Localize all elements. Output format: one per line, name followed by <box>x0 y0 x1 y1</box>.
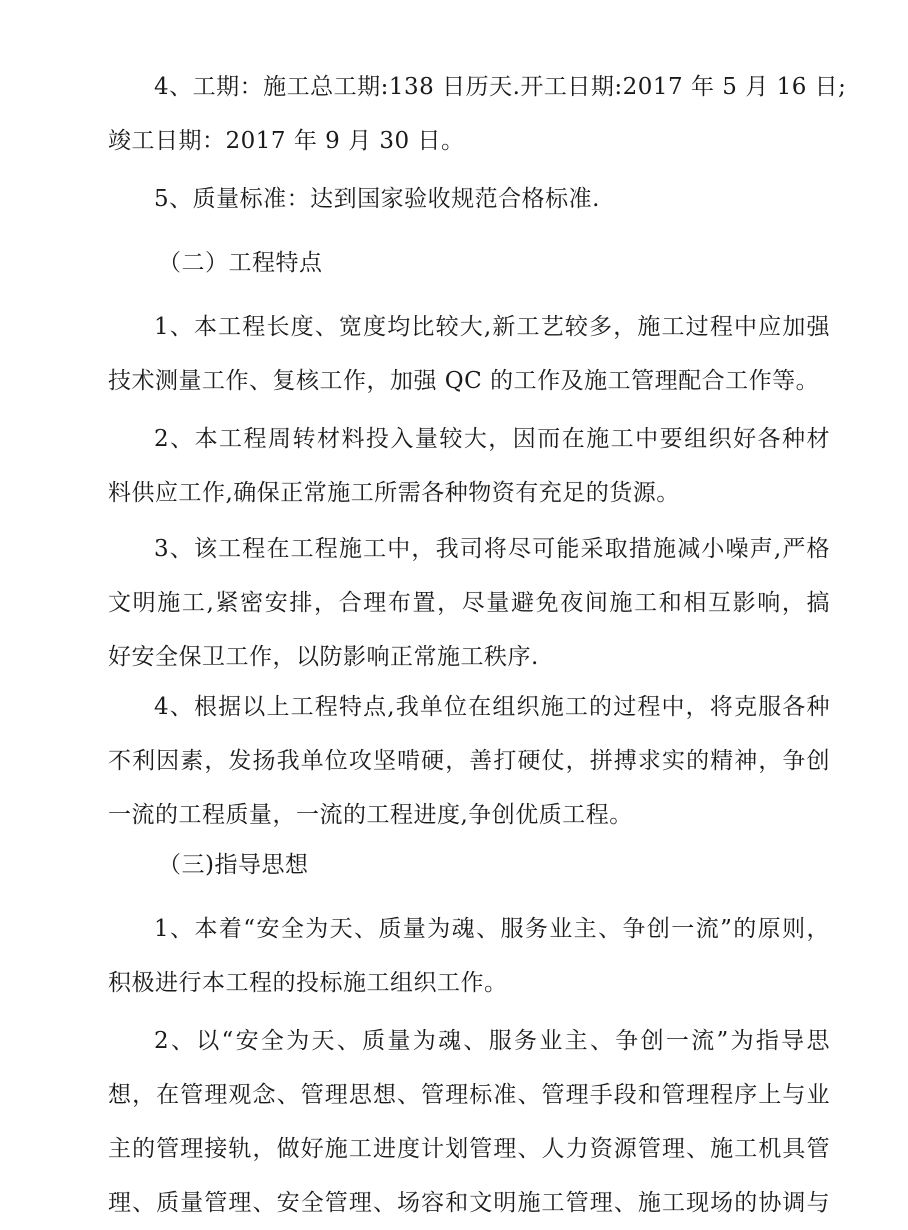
text-line: 想，在管理观念、管理思想、管理标准、管理手段和管理程序上与业 <box>108 1082 830 1108</box>
section-heading-guidance: （三)指导思想 <box>158 852 309 878</box>
paragraph-guidance-1 <box>108 902 830 1010</box>
text-line: 1、本着“安全为天、质量为魂、服务业主、争创一流”的原则， <box>154 916 830 942</box>
section-heading-features: （二）工程特点 <box>158 250 323 276</box>
paragraph-feature-3 <box>108 522 830 684</box>
text-line: 竣工日期：2017 年 9 月 30 日。 <box>108 128 465 154</box>
paragraph-quality <box>108 172 830 226</box>
text-line: 2、以“安全为天、质量为魂、服务业主、争创一流”为指导思 <box>154 1028 830 1054</box>
text-line: 主的管理接轨，做好施工进度计划管理、人力资源管理、施工机具管 <box>108 1136 830 1162</box>
text-line: 好安全保卫工作，以防影响正常施工秩序. <box>108 644 539 670</box>
text-line: 一流的工程质量，一流的工程进度,争创优质工程。 <box>108 802 633 828</box>
text-line: 不利因素，发扬我单位攻坚啃硬，善打硬仗，拼搏求实的精神，争创 <box>108 748 830 774</box>
text-line: 1、本工程长度、宽度均比较大,新工艺较多，施工过程中应加强 <box>154 314 830 340</box>
text-line: 4、工期：施工总工期:138 日历天.开工日期:2017 年 5 月 16 日; <box>154 74 847 100</box>
text-line: 5、质量标准：达到国家验收规范合格标准. <box>154 186 600 212</box>
paragraph-feature-2 <box>108 412 830 520</box>
text-line: 4、根据以上工程特点,我单位在组织施工的过程中，将克服各种 <box>154 694 830 720</box>
text-line: 文明施工,紧密安排，合理布置，尽量避免夜间施工和相互影响，搞 <box>108 590 830 616</box>
text-line: 2、本工程周转材料投入量较大，因而在施工中要组织好各种材 <box>154 426 830 452</box>
paragraph-feature-4 <box>108 680 830 842</box>
paragraph-feature-1 <box>108 300 830 408</box>
text-line: 技术测量工作、复核工作，加强 QC 的工作及施工管理配合工作等。 <box>108 368 820 394</box>
text-line: 积极进行本工程的投标施工组织工作。 <box>108 970 508 996</box>
text-line: 3、该工程在工程施工中，我司将尽可能采取措施减小噪声,严格 <box>154 536 830 562</box>
text-line: 理、质量管理、安全管理、场容和文明施工管理、施工现场的协调与 <box>108 1190 830 1216</box>
paragraph-schedule <box>108 60 847 168</box>
text-line: 料供应工作,确保正常施工所需各种物资有充足的货源。 <box>108 480 680 506</box>
paragraph-guidance-2 <box>108 1014 830 1230</box>
